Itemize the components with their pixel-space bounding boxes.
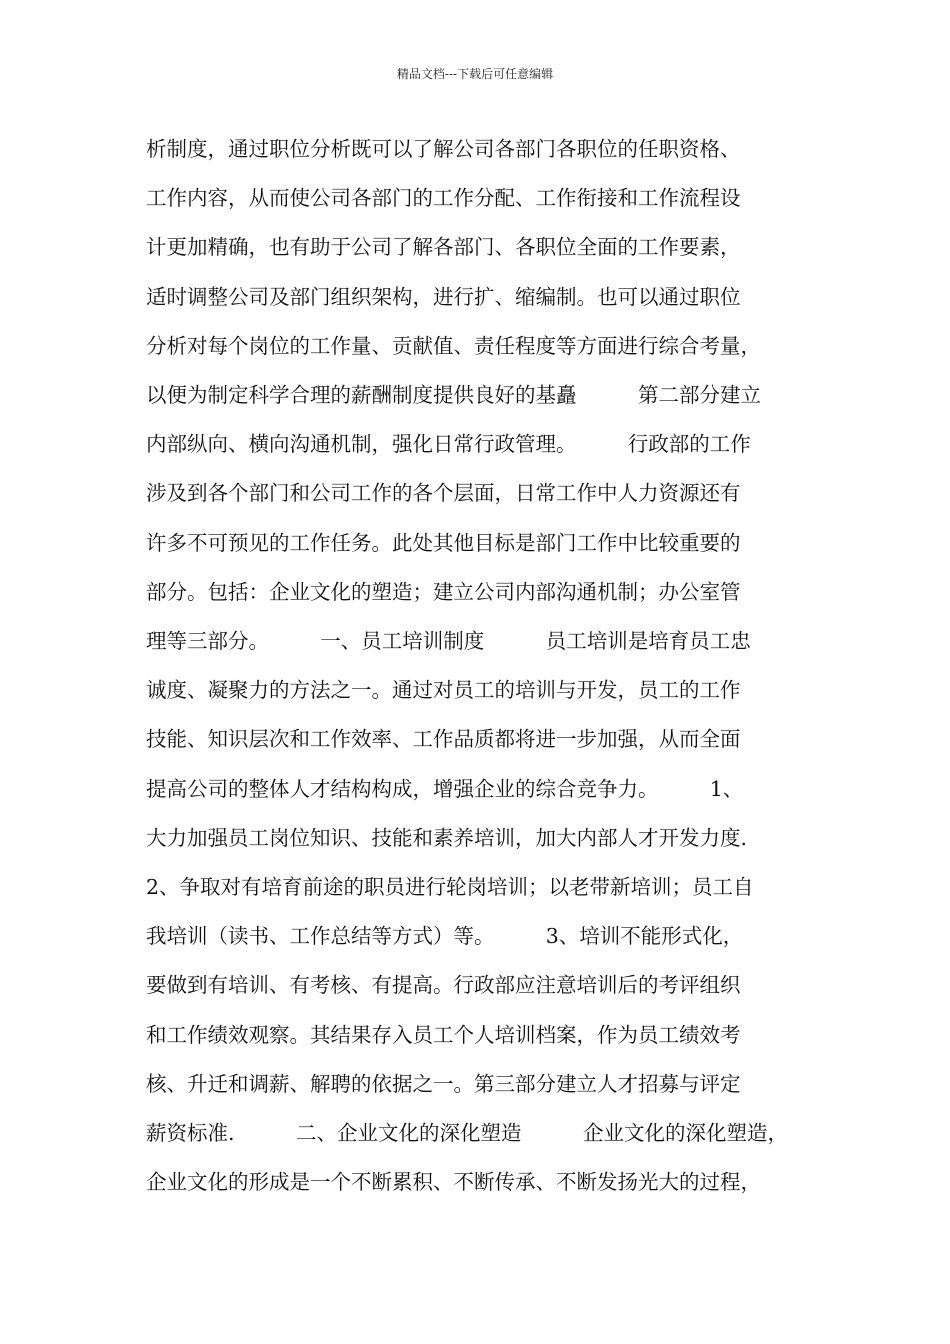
text-line-20: 核、升迁和调薪、解聘的依据之一。第三部分建立人才招募与评定 (146, 1071, 741, 1096)
text-line-3: 计更加精确，也有助于公司了解各部门、各职位全面的工作要素， (146, 235, 741, 260)
text-line-9: 许多不可预见的工作任务。此处其他目标是部门工作中比较重要的 (146, 530, 741, 555)
text-line-19: 和工作绩效观察。其结果存入员工个人培训档案，作为员工绩效考 (146, 1022, 741, 1047)
text-line-6: 以便为制定科学合理的薪酬制度提供良好的基矗 第二部分建立 (146, 383, 761, 407)
text-line-14: 提高公司的整体人才结构构成，增强企业的综合竞争力。 1、 (146, 776, 744, 801)
text-line-4: 适时调整公司及部门组织架构，进行扩、缩编制。也可以通过职位 (146, 284, 741, 309)
text-line-22: 企业文化的形成是一个不断累积、不断传承、不断发扬光大的过程， (146, 1170, 761, 1195)
text-line-1: 析制度，通过职位分析既可以了解公司各部门各职位的任职资格、 (146, 137, 741, 161)
text-line-11: 理等三部分。 一、员工培训制度 员工培训是培育员工忠 (146, 629, 751, 653)
text-line-15: 大力加强员工岗位知识、技能和素养培训，加大内部人才开发力度. (146, 825, 748, 850)
page-header: 精品文档---下载后可任意编辑 (396, 67, 554, 81)
text-line-8: 涉及到各个部门和公司工作的各个层面，日常工作中人力资源还有 (146, 481, 741, 506)
text-line-16: 2、争取对有培育前途的职员进行轮岗培训；以老带新培训；员工自 (146, 875, 754, 899)
text-line-12: 诚度、凝聚力的方法之一。通过对员工的培训与开发，员工的工作 (146, 678, 741, 703)
text-line-2: 工作内容，从而使公司各部门的工作分配、工作衔接和工作流程设 (146, 186, 741, 211)
text-line-17: 我培训（读书、工作总结等方式）等。 3、培训不能形式化， (146, 924, 744, 949)
text-line-13: 技能、知识层次和工作效率、工作品质都将进一步加强，从而全面 (146, 727, 741, 752)
text-line-5: 分析对每个岗位的工作量、贡献值、责任程度等方面进行综合考量， (146, 333, 761, 358)
text-line-7: 内部纵向、横向沟通机制，强化日常行政管理。 行政部的工作 (146, 432, 751, 457)
text-line-21: 薪资标准. 二、企业文化的深化塑造 企业文化的深化塑造， (146, 1121, 789, 1145)
text-line-10: 部分。包括：企业文化的塑造；建立公司内部沟通机制；办公室管 (146, 579, 741, 604)
text-line-18: 要做到有培训、有考核、有提高。行政部应注意培训后的考评组织 (146, 973, 741, 998)
